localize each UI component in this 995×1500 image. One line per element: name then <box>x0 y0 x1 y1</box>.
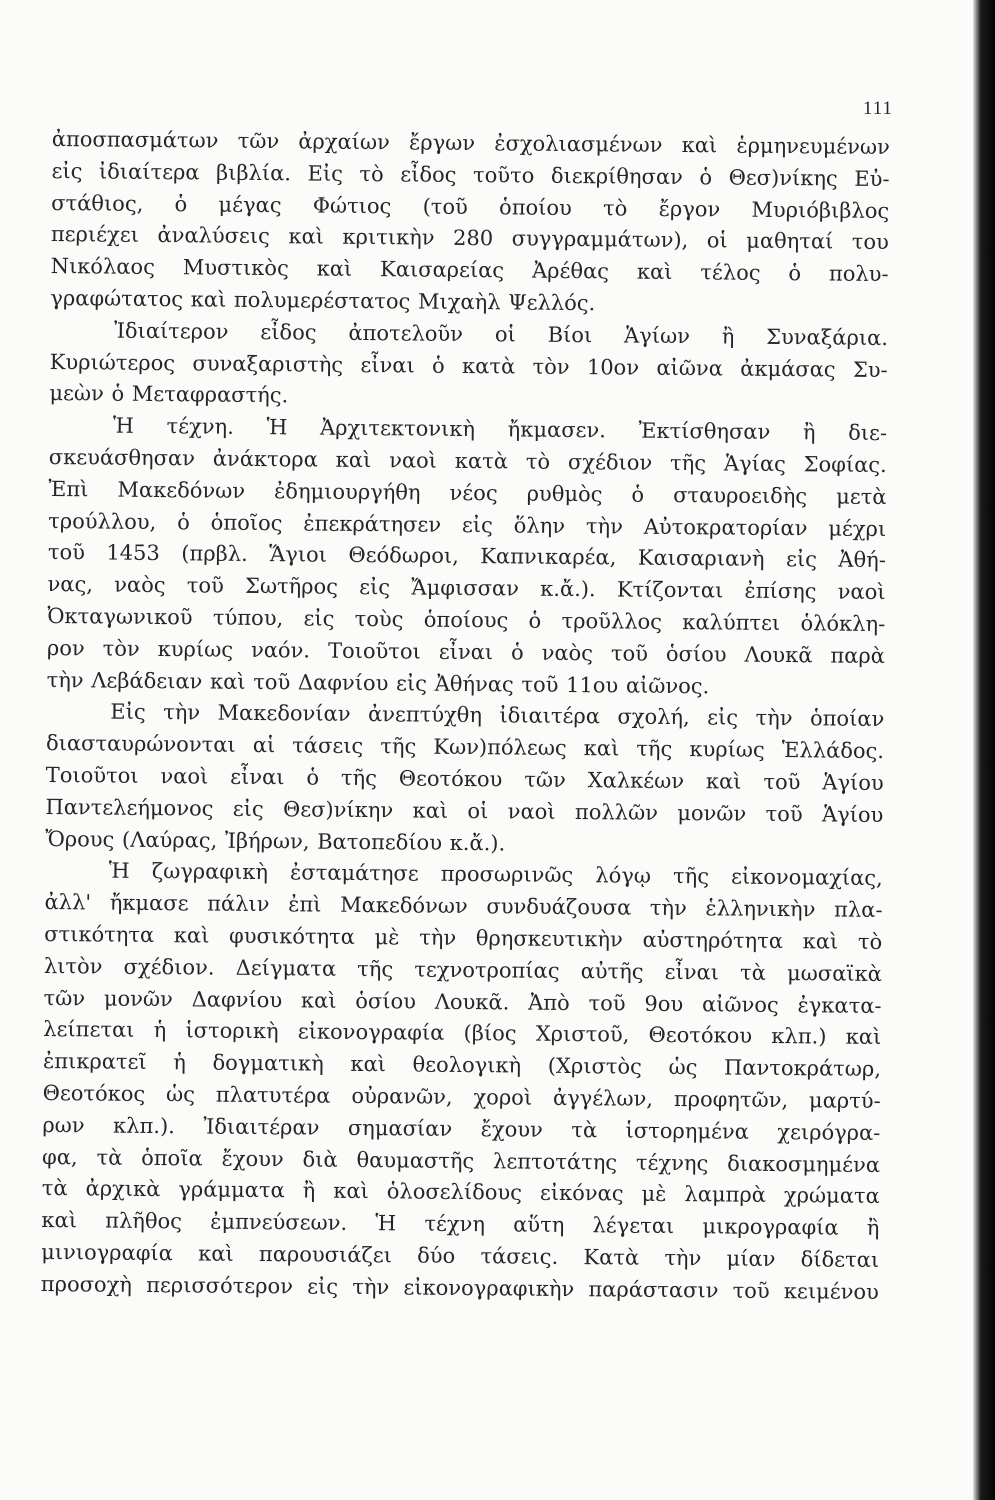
paragraph-start-line: Ἰδιαίτερον εἶδος ἀποτελοῦν οἱ Βίοι Ἁγίων ἢ Συναξάρια. <box>113 318 889 350</box>
text-line: ἀλλ' ἤκμασε πάλιν ἐπὶ Μακεδόνων συνδυάζουσα τὴν ἑλληνικὴν πλα- <box>44 890 883 923</box>
paragraph-start-line: Εἰς τὴν Μακεδονίαν ἀνεπτύχθη ἰδιαιτέρα σχολή, εἰς τὴν ὁποίαν <box>110 699 885 732</box>
text-line: γραφώτατος καὶ πολυμερέστατος Μιχαὴλ Ψελλός. <box>50 285 596 316</box>
text-line: λείπεται ἡ ἱστορικὴ εἰκονογραφία (βίος Χριστοῦ, Θεοτόκου κλπ.) καὶ <box>43 1017 882 1050</box>
text-line: ρον τὸν κυρίως ναόν. Τοιοῦτοι εἶναι ὁ ναὸς τοῦ ὁσίου Λουκᾶ παρὰ <box>46 635 886 668</box>
page-binding-edge <box>973 0 995 1500</box>
text-line: εἰς ἰδιαίτερα βιβλία. Εἰς τὸ εἶδος τοῦτο διεκρίθησαν ὁ Θεσ)νίκης Εὐ- <box>51 158 890 191</box>
page-number: 111 <box>862 98 893 119</box>
text-line: καὶ πλῆθος ἐμπνεύσεων. Ἡ τέχνη αὕτη λέγεται μικρογραφία ἢ <box>41 1208 880 1241</box>
text-line: Ἐπὶ Μακεδόνων ἐδημιουργήθη νέος ρυθμὸς ὁ σταυροειδὴς μετὰ <box>48 476 887 509</box>
section-heading-line: Ἡ τέχνη. Ἡ Ἀρχιτεκτονικὴ ἤκμασεν. Ἐκτίσθησαν ἢ διε- <box>112 413 888 446</box>
text-line: Κυριώτερος συναξαριστὴς εἶναι ὁ κατὰ τὸν 10ον αἰῶνα ἀκμάσας Συ- <box>49 349 888 382</box>
text-line: ἀποσπασμάτων τῶν ἀρχαίων ἔργων ἐσχολιασμένων καὶ ἑρμηνευμένων <box>51 126 890 160</box>
text-line: Ὄρους (Λαύρας, Ἰβήρων, Βατοπεδίου κ.ἄ.). <box>45 826 506 855</box>
text-line: Παντελεήμονος εἰς Θεσ)νίκην καὶ οἱ ναοὶ πολλῶν μονῶν τοῦ Ἁγίου <box>45 794 884 827</box>
text-line: τοῦ 1453 (πρβλ. Ἅγιοι Θεόδωροι, Καπνικαρέα, Καισαριανὴ εἰς Ἀθή- <box>47 540 886 573</box>
text-line: νας, ναὸς τοῦ Σωτῆρος εἰς Ἄμφισσαν κ.ἄ.). Κτίζονται ἐπίσης ναοὶ <box>47 572 886 605</box>
body-text <box>41 124 890 1308</box>
text-line: Τοιοῦτοι ναοὶ εἶναι ὁ τῆς Θεοτόκου τῶν Χαλκέων καὶ τοῦ Ἁγίου <box>45 762 884 795</box>
paragraph-start-line: Ἡ ζωγραφικὴ ἐσταμάτησε προσωρινῶς λόγῳ τῆς εἰκονομαχίας, <box>108 858 883 891</box>
text-line: σκευάσθησαν ἀνάκτορα καὶ ναοὶ κατὰ τὸ σχέδιον τῆς Ἁγίας Σοφίας. <box>48 444 887 477</box>
text-line: τῶν μονῶν Δαφνίου καὶ ὁσίου Λουκᾶ. Ἀπὸ τοῦ 9ου αἰῶνος ἐγκατα- <box>43 985 882 1018</box>
text-line: στάθιος, ὁ μέγας Φώτιος (τοῦ ὁποίου τὸ ἔργον Μυριόβιβλος <box>51 190 890 223</box>
text-line: Ὀκταγωνικοῦ τύπου, εἰς τοὺς ὁποίους ὁ τροῦλλος καλύπτει ὁλόκλη- <box>47 603 886 636</box>
text-line: Νικόλαος Μυστικὸς καὶ Καισαρείας Ἀρέθας καὶ τέλος ὁ πολυ- <box>50 254 889 287</box>
text-line: ρων κλπ.). Ἰδιαιτέραν σημασίαν ἔχουν τὰ ἱστορημένα χειρόγρα- <box>42 1112 881 1145</box>
text-line: τρούλλου, ὁ ὁποῖος ἐπεκράτησεν εἰς ὅλην τὴν Αὐτοκρατορίαν μέχρι <box>48 508 887 541</box>
text-line: προσοχὴ περισσότερον εἰς τὴν εἰκονογραφικὴν παράστασιν τοῦ κειμένου <box>40 1271 879 1304</box>
text-line: Θεοτόκος ὡς πλατυτέρα οὐρανῶν, χοροὶ ἀγγέλων, προφητῶν, μαρτύ- <box>42 1080 881 1113</box>
text-line: τὰ ἀρχικὰ γράμματα ἢ καὶ ὁλοσελίδους εἰκόνας μὲ λαμπρὰ χρώματα <box>41 1176 880 1209</box>
text-line: ἐπικρατεῖ ἡ δογματικὴ καὶ θεολογικὴ (Χριστὸς ὡς Παντοκράτωρ, <box>42 1049 882 1082</box>
text-line: διασταυρώνονται αἱ τάσεις τῆς Κων)πόλεως καὶ τῆς κυρίως Ἑλλάδος. <box>45 731 885 764</box>
text-line: φα, τὰ ὁποῖα ἔχουν διὰ θαυμαστῆς λεπτοτάτης τέχνης διακοσμημένα <box>41 1144 881 1177</box>
text-line: μινιογραφία καὶ παρουσιάζει δύο τάσεις. Κατὰ τὴν μίαν δίδεται <box>41 1239 880 1272</box>
text-line: μεὼν ὁ Μεταφραστής. <box>49 381 289 408</box>
text-line: λιτὸν σχέδιον. Δείγματα τῆς τεχνοτροπίας αὐτῆς εἶναι τὰ μωσαϊκὰ <box>43 953 882 986</box>
text-line: περιέχει ἀναλύσεις καὶ κριτικὴν 280 συγγραμμάτων), οἱ μαθηταί του <box>50 222 890 255</box>
text-line: τὴν Λεβάδειαν καὶ τοῦ Δαφνίου εἰς Ἀθήνας τοῦ 11ου αἰῶνος. <box>46 667 710 698</box>
text-line: στικότητα καὶ φυσικότητα μὲ τὴν θρησκευτικὴν αὐστηρότητα καὶ τὸ <box>44 921 883 954</box>
